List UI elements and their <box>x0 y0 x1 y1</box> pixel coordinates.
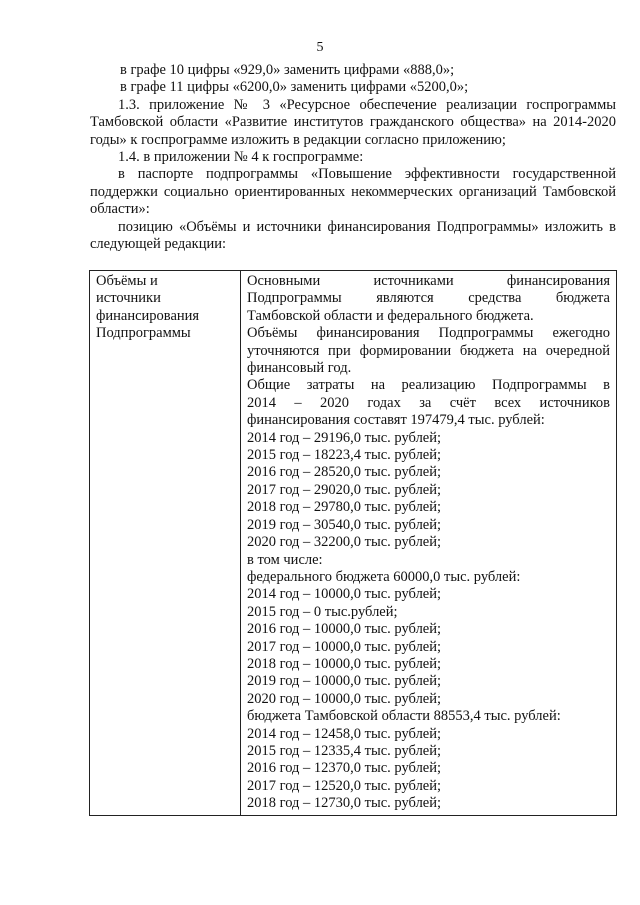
total-year-line: 2020 год – 32200,0 тыс. рублей; <box>247 534 442 551</box>
paragraph-graph-11: в графе 11 цифры «6200,0» заменить цифрами «5200,0»; <box>120 79 469 96</box>
document-body <box>90 62 616 253</box>
intro-line: Подпрограммы являются средства бюджета <box>247 290 610 307</box>
page-number: 5 <box>316 40 324 55</box>
intro-line: Общие затраты на реализацию Подпрограммы в <box>247 377 610 394</box>
regional-year-line: 2014 год – 12458,0 тыс. рублей; <box>247 725 442 742</box>
intro-line: финансирования составят 197479,4 тыс. рублей: <box>247 412 545 429</box>
financing-content-cell <box>241 271 617 816</box>
label-line: источники <box>96 290 161 307</box>
paragraph-1-3: 1.3. приложение № 3 «Ресурсное обеспечение реализации госпрограммы Тамбовской области «Развитие институтов гражданского общества» на 2014-2020 годы» к госпрограмме изложить в редакции согласно приложению; <box>90 96 616 148</box>
federal-year-line: 2019 год – 10000,0 тыс. рублей; <box>247 673 442 690</box>
label-line: финансирования <box>96 307 200 324</box>
federal-year-line: 2014 год – 10000,0 тыс. рублей; <box>247 586 442 603</box>
intro-line: финансовый год. <box>247 360 352 377</box>
intro-line: 2014 – 2020 годах за счёт всех источников <box>247 394 610 411</box>
regional-header: бюджета Тамбовской области 88553,4 тыс. рублей: <box>247 708 561 725</box>
total-year-line: 2015 год – 18223,4 тыс. рублей; <box>247 447 442 464</box>
paragraph-position: позицию «Объёмы и источники финансирования Подпрограммы» изложить в следующей редакции: <box>90 218 616 253</box>
total-year-line: 2018 год – 29780,0 тыс. рублей; <box>247 499 442 516</box>
paragraph-graph-10: в графе 10 цифры «929,0» заменить цифрами «888,0»; <box>120 62 455 78</box>
federal-year-line: 2017 год – 10000,0 тыс. рублей; <box>247 638 442 655</box>
label-line: Подпрограммы <box>96 325 191 342</box>
intro-line: Объёмы финансирования Подпрограммы ежегодно <box>247 325 610 342</box>
intro-line: Основными источниками финансирования <box>247 273 610 289</box>
paragraph-1-4: 1.4. в приложении № 4 к госпрограмме: <box>118 149 364 166</box>
federal-header: федерального бюджета 60000,0 тыс. рублей: <box>247 568 521 585</box>
financing-table <box>89 270 617 816</box>
total-year-line: 2016 год – 28520,0 тыс. рублей; <box>247 464 442 481</box>
intro-line: Тамбовской области и федерального бюджета. <box>247 307 534 324</box>
paragraph-passport: в паспорте подпрограммы «Повышение эффективности государственной поддержки социально ориентированных некоммерческих организаций Тамбовской области»: <box>90 166 616 218</box>
federal-year-line: 2020 год – 10000,0 тыс. рублей; <box>247 690 442 707</box>
financing-label-cell <box>90 271 241 816</box>
regional-year-line: 2015 год – 12335,4 тыс. рублей; <box>247 742 442 759</box>
table-row <box>90 271 617 816</box>
label-line: Объёмы и <box>96 273 158 289</box>
federal-year-line: 2018 год – 10000,0 тыс. рублей; <box>247 655 442 672</box>
total-year-line: 2017 год – 29020,0 тыс. рублей; <box>247 481 442 498</box>
federal-year-line: 2015 год – 0 тыс.рублей; <box>247 603 398 620</box>
total-year-line: 2014 год – 29196,0 тыс. рублей; <box>247 429 442 446</box>
federal-year-line: 2016 год – 10000,0 тыс. рублей; <box>247 621 442 638</box>
regional-year-line: 2016 год – 12370,0 тыс. рублей; <box>247 760 442 777</box>
including-line: в том числе: <box>247 551 323 568</box>
intro-line: уточняются при формировании бюджета на очередной <box>247 342 610 359</box>
total-year-line: 2019 год – 30540,0 тыс. рублей; <box>247 516 442 533</box>
regional-year-line: 2018 год – 12730,0 тыс. рублей; <box>247 795 442 812</box>
regional-year-line: 2017 год – 12520,0 тыс. рублей; <box>247 777 442 794</box>
